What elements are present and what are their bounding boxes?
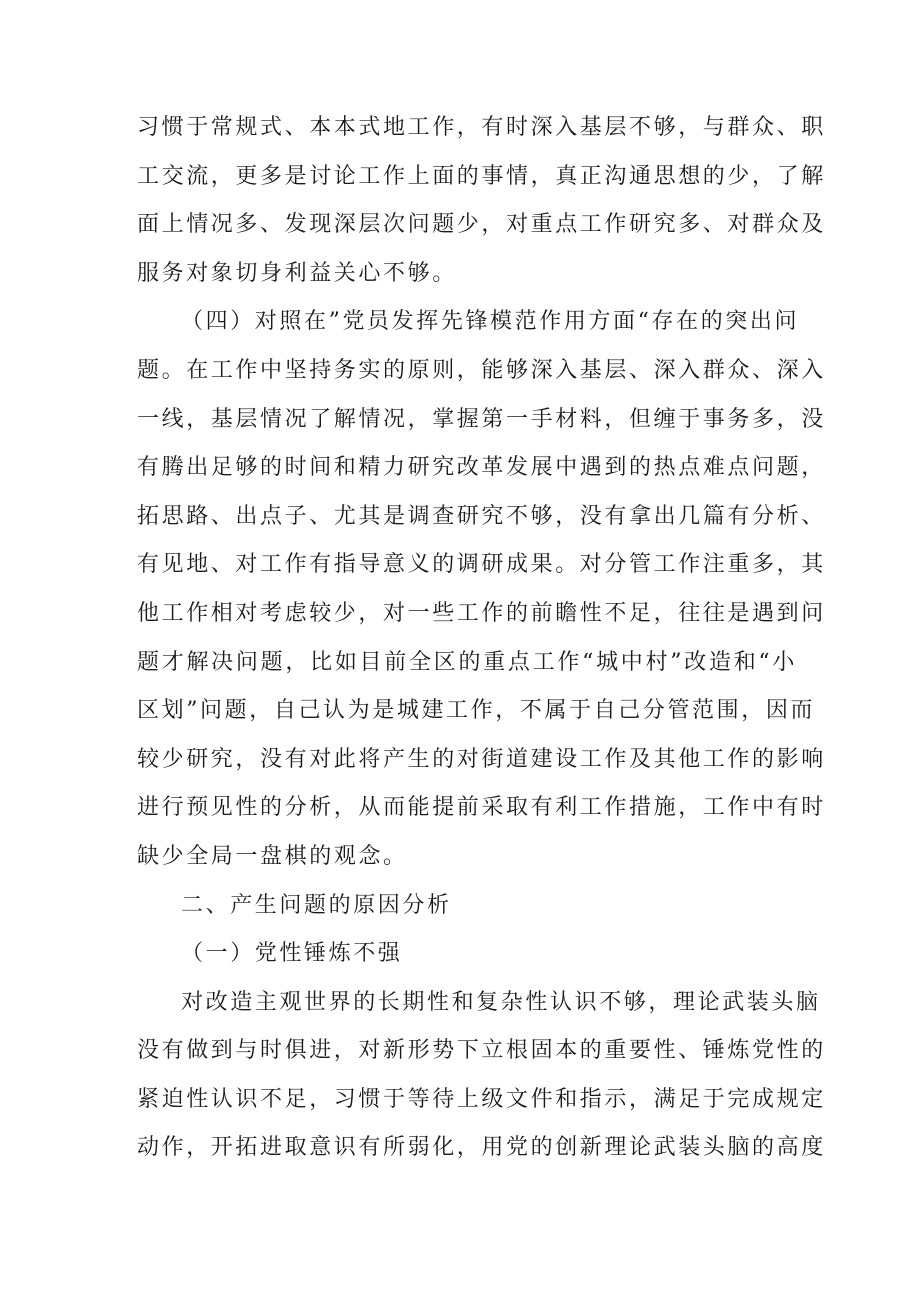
- body-line: 他工作相对考虑较少，对一些工作的前瞻性不足，往往是遇到问: [137, 600, 826, 626]
- body-line: 有见地、对工作有指导意义的调研成果。对分管工作注重多，其: [137, 552, 826, 578]
- body-line: 服务对象切身利益关心不够。: [137, 260, 457, 286]
- body-line: 有腾出足够的时间和精力研究改革发展中遇到的热点难点问题，: [137, 455, 826, 481]
- body-line: 对改造主观世界的长期性和复杂性认识不够，理论武装头脑: [181, 989, 821, 1015]
- body-line: 习惯于常规式、本本式地工作，有时深入基层不够，与群众、职: [137, 115, 826, 140]
- body-line: 动作，开拓进取意识有所弱化，用党的创新理论武装头脑的高度: [137, 1135, 826, 1161]
- body-line: 缺少全局一盘棋的观念。: [137, 843, 408, 869]
- body-line: 一线，基层情况了解情况，掌握第一手材料，但缠于事务多，没: [137, 406, 826, 432]
- body-line: 拓思路、出点子、尤其是调查研究不够，没有拿出几篇有分析、: [137, 503, 826, 529]
- section-heading: 二、产生问题的原因分析: [181, 892, 452, 918]
- body-line: 进行预见性的分析，从而能提前采取有利工作措施，工作中有时: [137, 795, 826, 821]
- body-line: 较少研究，没有对此将产生的对街道建设工作及其他工作的影响: [137, 746, 826, 772]
- subsection-heading: （一）党性锤炼不强: [181, 941, 403, 967]
- subsection-heading-line: （四）对照在”党员发挥先锋模范作用方面“存在的突出问: [181, 309, 800, 335]
- body-line: 工交流，更多是讨论工作上面的事情，真正沟通思想的少，了解: [137, 163, 826, 189]
- body-line: 题。在工作中坚持务实的原则，能够深入基层、深入群众、深入: [137, 357, 826, 383]
- body-line: 紧迫性认识不足，习惯于等待上级文件和指示，满足于完成规定: [137, 1086, 826, 1112]
- body-line: 面上情况多、发现深层次问题少，对重点工作研究多、对群众及: [137, 212, 826, 238]
- body-line: 题才解决问题，比如目前全区的重点工作“城中村”改造和“小: [137, 649, 797, 675]
- body-line: 没有做到与时俱进，对新形势下立根固本的重要性、锤炼党性的: [137, 1038, 826, 1064]
- document-body: [137, 104, 826, 1173]
- body-line: 区划”问题，自己认为是城建工作，不属于自己分管范围，因而: [137, 698, 816, 724]
